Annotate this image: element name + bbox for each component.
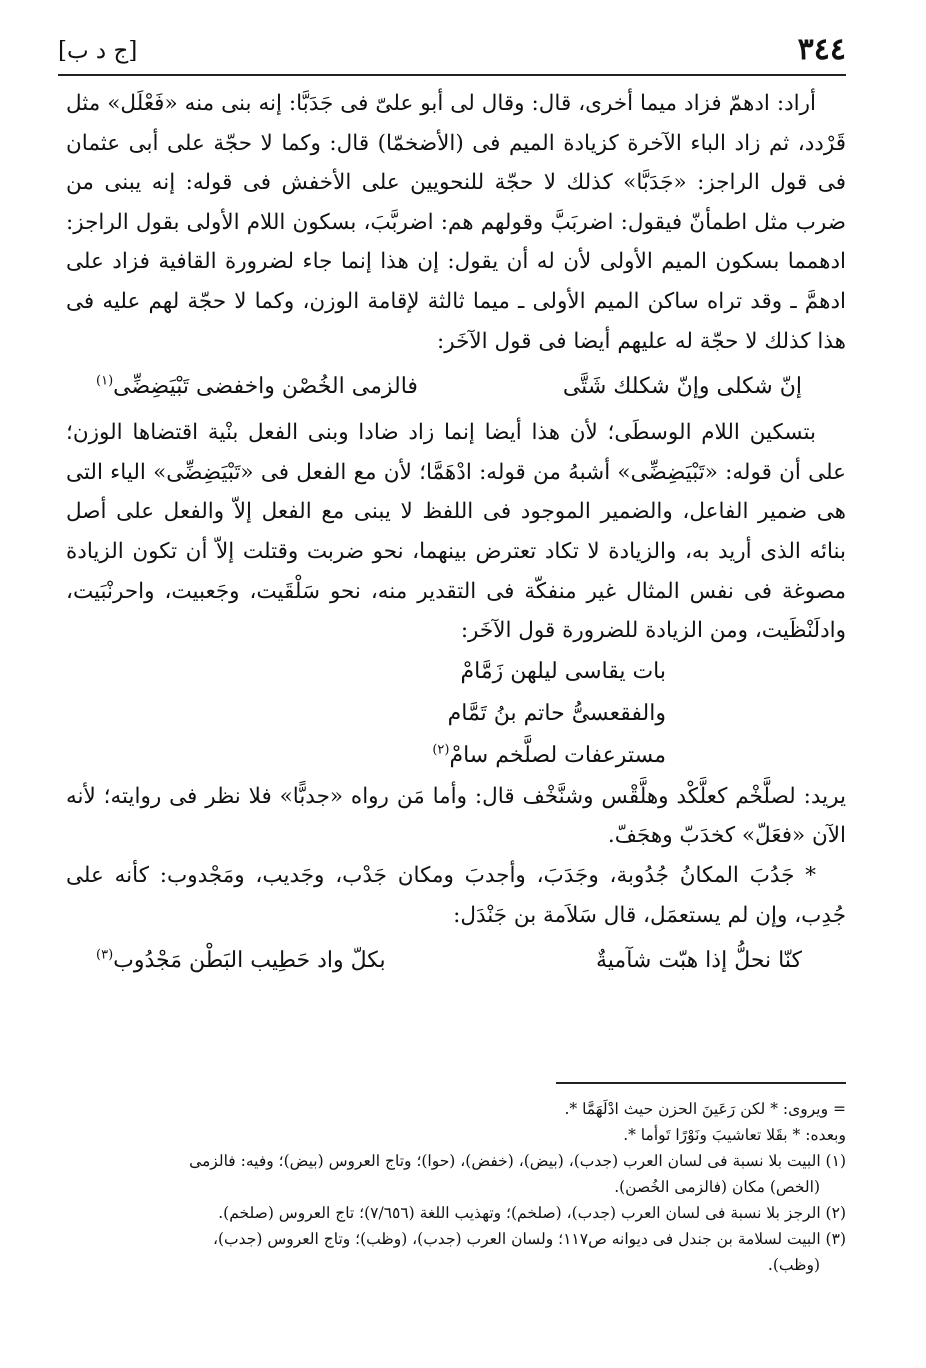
paragraph-2: بتسكين اللام الوسطَى؛ لأن هذا أيضا إنما زاد ضادا وبنى الفعل بنْية اقتضاها الوزن؛ على أن قوله: «تَبْيَضِضِّى» أشبهُ من قوله: ادْهَمَّا؛ لأن مع الفعل فى «تَبْيَضِضِّى» الياء التى هى ضمير الفاعل، والضمير الموجود فى اللفظ لا يبنى مع الفعل إلاّ والفعل على أصل بنائه الذى أريد به، والزيادة لا تكاد تعترض بينهما، نحو ضربت وقتلت إلاّ أن تكون الزيادة مصوغة فى نفس المثال غير منفكّة فى التقدير منه، نحو سَلْقَيت، وجَعبيت، واحرنْبَيت، وادلَنْظَيت، ومن الزيادة للضرورة قول الآخَر: — [66, 420, 846, 644]
footnote-ref-1: (١) — [96, 373, 114, 389]
footnote-ref-2: (٢) — [432, 742, 450, 758]
verse-2-second-hemistich — [96, 935, 386, 987]
footnote-continuation-2: وبعده: * بقَلا تعاشيبَ ونَوْرًا تَوأما *. — [623, 1126, 846, 1144]
verse-1 — [66, 361, 846, 413]
footnote-3-continued: (وظب). — [767, 1256, 820, 1274]
rajaz-verses — [66, 651, 846, 777]
main-text — [66, 84, 846, 987]
paragraph-4: * جَدُبَ المكانُ جُدُوبة، وجَدَبَ، وأجدبَ ومكان جَدْب، وجَديب، ومَجْدوب: كأنه على جُدِب، وإن لم يستعمَل، قال سَلاَمة بن جَنْدَل: — [66, 862, 846, 928]
footnotes — [62, 1082, 846, 1278]
verse-1-second-hemistich — [96, 361, 418, 413]
paragraph-1: أراد: ادهمّ فزاد ميما أخرى، قال: وقال لى أبو علىّ فى جَدَبَّا: إنه بنى منه «فَعْلَل» مثل قَرْدد، ثم زاد الباء الآخرة كزيادة الميم فى (الأضخمّا) قال: وكما لا حجّة على أبى عثمان فى قول الراجز: «جَدَبَّا» كذلك لا حجّة للنحويين على الأخفش فى قوله: إنه يبنى من ضرب مثل اطمأنّ فيقول: اضربَبَّ وقولهم هم: اضربَّبَ، بسكون اللام الأولى بقول الراجز: ادهمما بسكون الميم الأولى لأن له أن يقول: إن هذا إنما جاء لضرورة القافية فزاد على ادهمَّ ـ وقد تراه ساكن الميم الأولى ـ ميما ثالثة لإقامة الوزن، وكما لا حجّة لهم عليه فى هذا كذلك لا حجّة له عليهم أيضا فى قول الآخَر: — [66, 91, 846, 354]
rajaz-line-2: والفقعسىُّ حاتم بنُ تَمَّام — [447, 700, 666, 726]
footnote-1-continued: (الخص) مكان (فالزمى الخُصن). — [614, 1178, 820, 1196]
footnote-1: (١) البيت بلا نسبة فى لسان العرب (جدب)، (بيض)، (خفض)، (حوا)؛ وتاج العروس (بيض)؛ وفيه: فالزمى — [189, 1152, 846, 1170]
page-number: ٣٤٤ — [797, 32, 846, 67]
footnote-divider — [556, 1082, 846, 1084]
footnote-ref-3: (٣) — [96, 947, 114, 963]
verse-2-second-text: بكلّ واد حَطِيب البَطْن مَجْدُوب — [113, 948, 386, 974]
verse-2-first-hemistich: كنّا نحلُّ إذا هبّت شآميةٌ — [596, 948, 802, 974]
footnote-3: (٣) البيت لسلامة بن جندل فى ديوانه ص١١٧؛ ولسان العرب (جدب)، (وظب)؛ وتاج العروس (جدب)، — [213, 1230, 846, 1248]
rajaz-line-3 — [66, 735, 666, 777]
footnote-continuation-1: = ويروى: * لكن رَعَينَ الحزن حيث ادْلَهَمَّا *. — [564, 1100, 846, 1118]
verse-1-second-text: فالزمى الخُصْن واخفضى تَبْيَضِضِّى — [113, 374, 418, 400]
footnote-2: (٢) الرجز بلا نسبة فى لسان العرب (جدب)، (صلخم)؛ وتهذيب اللغة (٧/٦٥٦)؛ تاج العروس (صلخم). — [218, 1204, 846, 1222]
header-root-label: [ج د ب] — [58, 38, 138, 64]
rajaz-line-3-text: مسترعفات لصلَّخم سامْ — [449, 742, 666, 768]
verse-2 — [66, 935, 846, 987]
page-header — [58, 30, 846, 76]
verse-1-first-hemistich: إنّ شكلى وإنّ شكلك شَتَّى — [562, 374, 802, 400]
paragraph-3: يريد: لصلَّخْم كعلَّكْد وهلَّقْس وشنَّخْف قال: وأما مَن رواه «جدبًّا» فلا نظر فى روايته؛ لأنه الآن «فعَلّ» كخدَبّ وهجَفّ. — [66, 783, 846, 849]
rajaz-line-1: بات يقاسى ليلهن زَمَّامْ — [460, 658, 666, 684]
